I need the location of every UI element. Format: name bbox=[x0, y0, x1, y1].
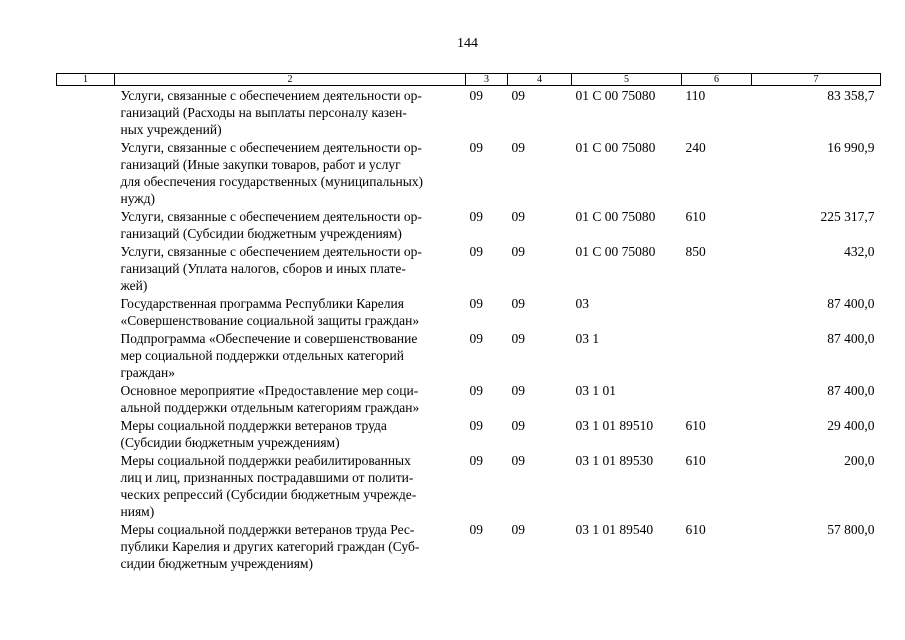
amount-cell: 87 400,0 bbox=[827, 331, 875, 346]
section-code-cell: 09 bbox=[469, 453, 483, 468]
header-col-1: 1 bbox=[57, 74, 115, 86]
subsection-code-cell: 09 bbox=[511, 296, 525, 311]
amount-cell: 200,0 bbox=[844, 453, 875, 468]
table-row bbox=[57, 138, 881, 207]
header-row bbox=[57, 74, 881, 86]
subsection-code-cell: 09 bbox=[511, 383, 525, 398]
amount-cell: 29 400,0 bbox=[827, 418, 875, 433]
expense-type-cell: 110 bbox=[685, 88, 706, 103]
table-body bbox=[57, 86, 881, 573]
row-name-cell bbox=[115, 138, 466, 207]
expense-type-cell: 610 bbox=[685, 453, 706, 468]
row-name-cell bbox=[115, 451, 466, 520]
cell-col-1 bbox=[57, 520, 115, 572]
table-row bbox=[57, 294, 881, 329]
subsection-code-cell: 09 bbox=[511, 140, 525, 155]
row-name-line: Государственная программа Республики Карелия bbox=[120, 296, 404, 311]
expense-type-cell: 850 bbox=[685, 244, 706, 259]
row-name-line: жей) bbox=[120, 278, 148, 293]
subsection-code-cell: 09 bbox=[511, 522, 525, 537]
cell-col-1 bbox=[57, 138, 115, 207]
table-row bbox=[57, 520, 881, 572]
row-name-line: лиц и лиц, признанных пострадавшими от полити- bbox=[120, 470, 414, 485]
section-code-cell: 09 bbox=[469, 88, 483, 103]
table-row bbox=[57, 451, 881, 520]
target-article-cell: 03 1 01 89540 bbox=[575, 522, 654, 537]
table-row bbox=[57, 329, 881, 381]
row-name-cell bbox=[115, 520, 466, 572]
row-name-line: ных учреждений) bbox=[120, 122, 222, 137]
row-name-line: Меры социальной поддержки ветеранов труда Рес- bbox=[120, 522, 415, 537]
cell-col-1 bbox=[57, 207, 115, 242]
page-number: 144 bbox=[457, 36, 478, 51]
header-col-4: 4 bbox=[508, 74, 572, 86]
row-name-line: ческих репрессий (Субсидии бюджетным учрежде- bbox=[120, 487, 417, 502]
section-code-cell: 09 bbox=[469, 296, 483, 311]
expense-type-cell: 610 bbox=[685, 418, 706, 433]
amount-cell: 87 400,0 bbox=[827, 296, 875, 311]
row-name-line: мер социальной поддержки отдельных категорий bbox=[120, 348, 404, 363]
amount-cell: 225 317,7 bbox=[820, 209, 875, 224]
header-col-5: 5 bbox=[572, 74, 682, 86]
subsection-code-cell: 09 bbox=[511, 209, 525, 224]
target-article-cell: 03 1 01 89510 bbox=[575, 418, 654, 433]
table-row bbox=[57, 381, 881, 416]
target-article-cell: 01 С 00 75080 bbox=[575, 244, 656, 259]
table-row bbox=[57, 86, 881, 139]
row-name-line: сидии бюджетным учреждениям) bbox=[120, 556, 313, 571]
row-name-line: нужд) bbox=[120, 191, 155, 206]
row-name-line: альной поддержки отдельным категориям граждан» bbox=[120, 400, 420, 415]
row-name-line: граждан» bbox=[120, 365, 175, 380]
row-name-line: Меры социальной поддержки реабилитированных bbox=[120, 453, 411, 468]
row-name-line: ганизаций (Иные закупки товаров, работ и услуг bbox=[120, 157, 401, 172]
cell-col-1 bbox=[57, 451, 115, 520]
target-article-cell: 03 1 bbox=[575, 331, 600, 346]
section-code-cell: 09 bbox=[469, 383, 483, 398]
row-name-cell bbox=[115, 242, 466, 294]
table-row bbox=[57, 416, 881, 451]
section-code-cell: 09 bbox=[469, 418, 483, 433]
subsection-code-cell: 09 bbox=[511, 88, 525, 103]
cell-col-1 bbox=[57, 294, 115, 329]
header-col-7: 7 bbox=[752, 74, 881, 86]
target-article-cell: 03 1 01 89530 bbox=[575, 453, 654, 468]
row-name-line: Меры социальной поддержки ветеранов труда bbox=[120, 418, 387, 433]
row-name-line: ганизаций (Уплата налогов, сборов и иных плате- bbox=[120, 261, 406, 276]
target-article-cell: 01 С 00 75080 bbox=[575, 209, 656, 224]
section-code-cell: 09 bbox=[469, 209, 483, 224]
expense-type-cell: 610 bbox=[685, 522, 706, 537]
row-name-line: для обеспечения государственных (муниципальных) bbox=[120, 174, 424, 189]
subsection-code-cell: 09 bbox=[511, 453, 525, 468]
section-code-cell: 09 bbox=[469, 140, 483, 155]
table-header bbox=[57, 74, 881, 86]
amount-cell: 432,0 bbox=[844, 244, 875, 259]
row-name-line: Услуги, связанные с обеспечением деятельности ор- bbox=[120, 209, 422, 224]
row-name-cell bbox=[115, 416, 466, 451]
row-name-line: публики Карелия и других категорий граждан (Суб- bbox=[120, 539, 420, 554]
expense-type-cell: 240 bbox=[685, 140, 706, 155]
row-name-line: ниям) bbox=[120, 504, 155, 519]
section-code-cell: 09 bbox=[469, 331, 483, 346]
row-name-cell bbox=[115, 381, 466, 416]
amount-cell: 57 800,0 bbox=[827, 522, 875, 537]
header-col-2: 2 bbox=[115, 74, 466, 86]
row-name-cell bbox=[115, 207, 466, 242]
cell-col-1 bbox=[57, 416, 115, 451]
target-article-cell: 01 С 00 75080 bbox=[575, 88, 656, 103]
cell-col-1 bbox=[57, 329, 115, 381]
subsection-code-cell: 09 bbox=[511, 331, 525, 346]
row-name-line: (Субсидии бюджетным учреждениям) bbox=[120, 435, 340, 450]
header-col-6: 6 bbox=[682, 74, 752, 86]
row-name-line: Основное мероприятие «Предоставление мер соци- bbox=[120, 383, 419, 398]
row-name-line: Услуги, связанные с обеспечением деятельности ор- bbox=[120, 244, 422, 259]
amount-cell: 16 990,9 bbox=[827, 140, 875, 155]
expense-type-cell bbox=[682, 381, 752, 416]
target-article-cell: 03 1 01 bbox=[575, 383, 616, 398]
header-col-3: 3 bbox=[466, 74, 508, 86]
target-article-cell: 03 bbox=[575, 296, 589, 311]
section-code-cell: 09 bbox=[469, 522, 483, 537]
cell-col-1 bbox=[57, 242, 115, 294]
cell-col-1 bbox=[57, 381, 115, 416]
amount-cell: 83 358,7 bbox=[827, 88, 875, 103]
table-row bbox=[57, 207, 881, 242]
row-name-line: «Совершенствование социальной защиты граждан» bbox=[120, 313, 420, 328]
cell-col-1 bbox=[57, 86, 115, 139]
target-article-cell: 01 С 00 75080 bbox=[575, 140, 656, 155]
subsection-code-cell: 09 bbox=[511, 244, 525, 259]
section-code-cell: 09 bbox=[469, 244, 483, 259]
expense-type-cell bbox=[682, 294, 752, 329]
row-name-cell bbox=[115, 329, 466, 381]
row-name-line: ганизаций (Субсидии бюджетным учреждениям) bbox=[120, 226, 402, 241]
budget-table bbox=[56, 73, 881, 572]
table-row bbox=[57, 242, 881, 294]
row-name-line: Услуги, связанные с обеспечением деятельности ор- bbox=[120, 140, 422, 155]
subsection-code-cell: 09 bbox=[511, 418, 525, 433]
row-name-line: Подпрограмма «Обеспечение и совершенствование bbox=[120, 331, 418, 346]
expense-type-cell: 610 bbox=[685, 209, 706, 224]
expense-type-cell bbox=[682, 329, 752, 381]
row-name-line: Услуги, связанные с обеспечением деятельности ор- bbox=[120, 88, 422, 103]
amount-cell: 87 400,0 bbox=[827, 383, 875, 398]
row-name-cell bbox=[115, 294, 466, 329]
row-name-cell bbox=[115, 86, 466, 139]
row-name-line: ганизаций (Расходы на выплаты персоналу казен- bbox=[120, 105, 407, 120]
